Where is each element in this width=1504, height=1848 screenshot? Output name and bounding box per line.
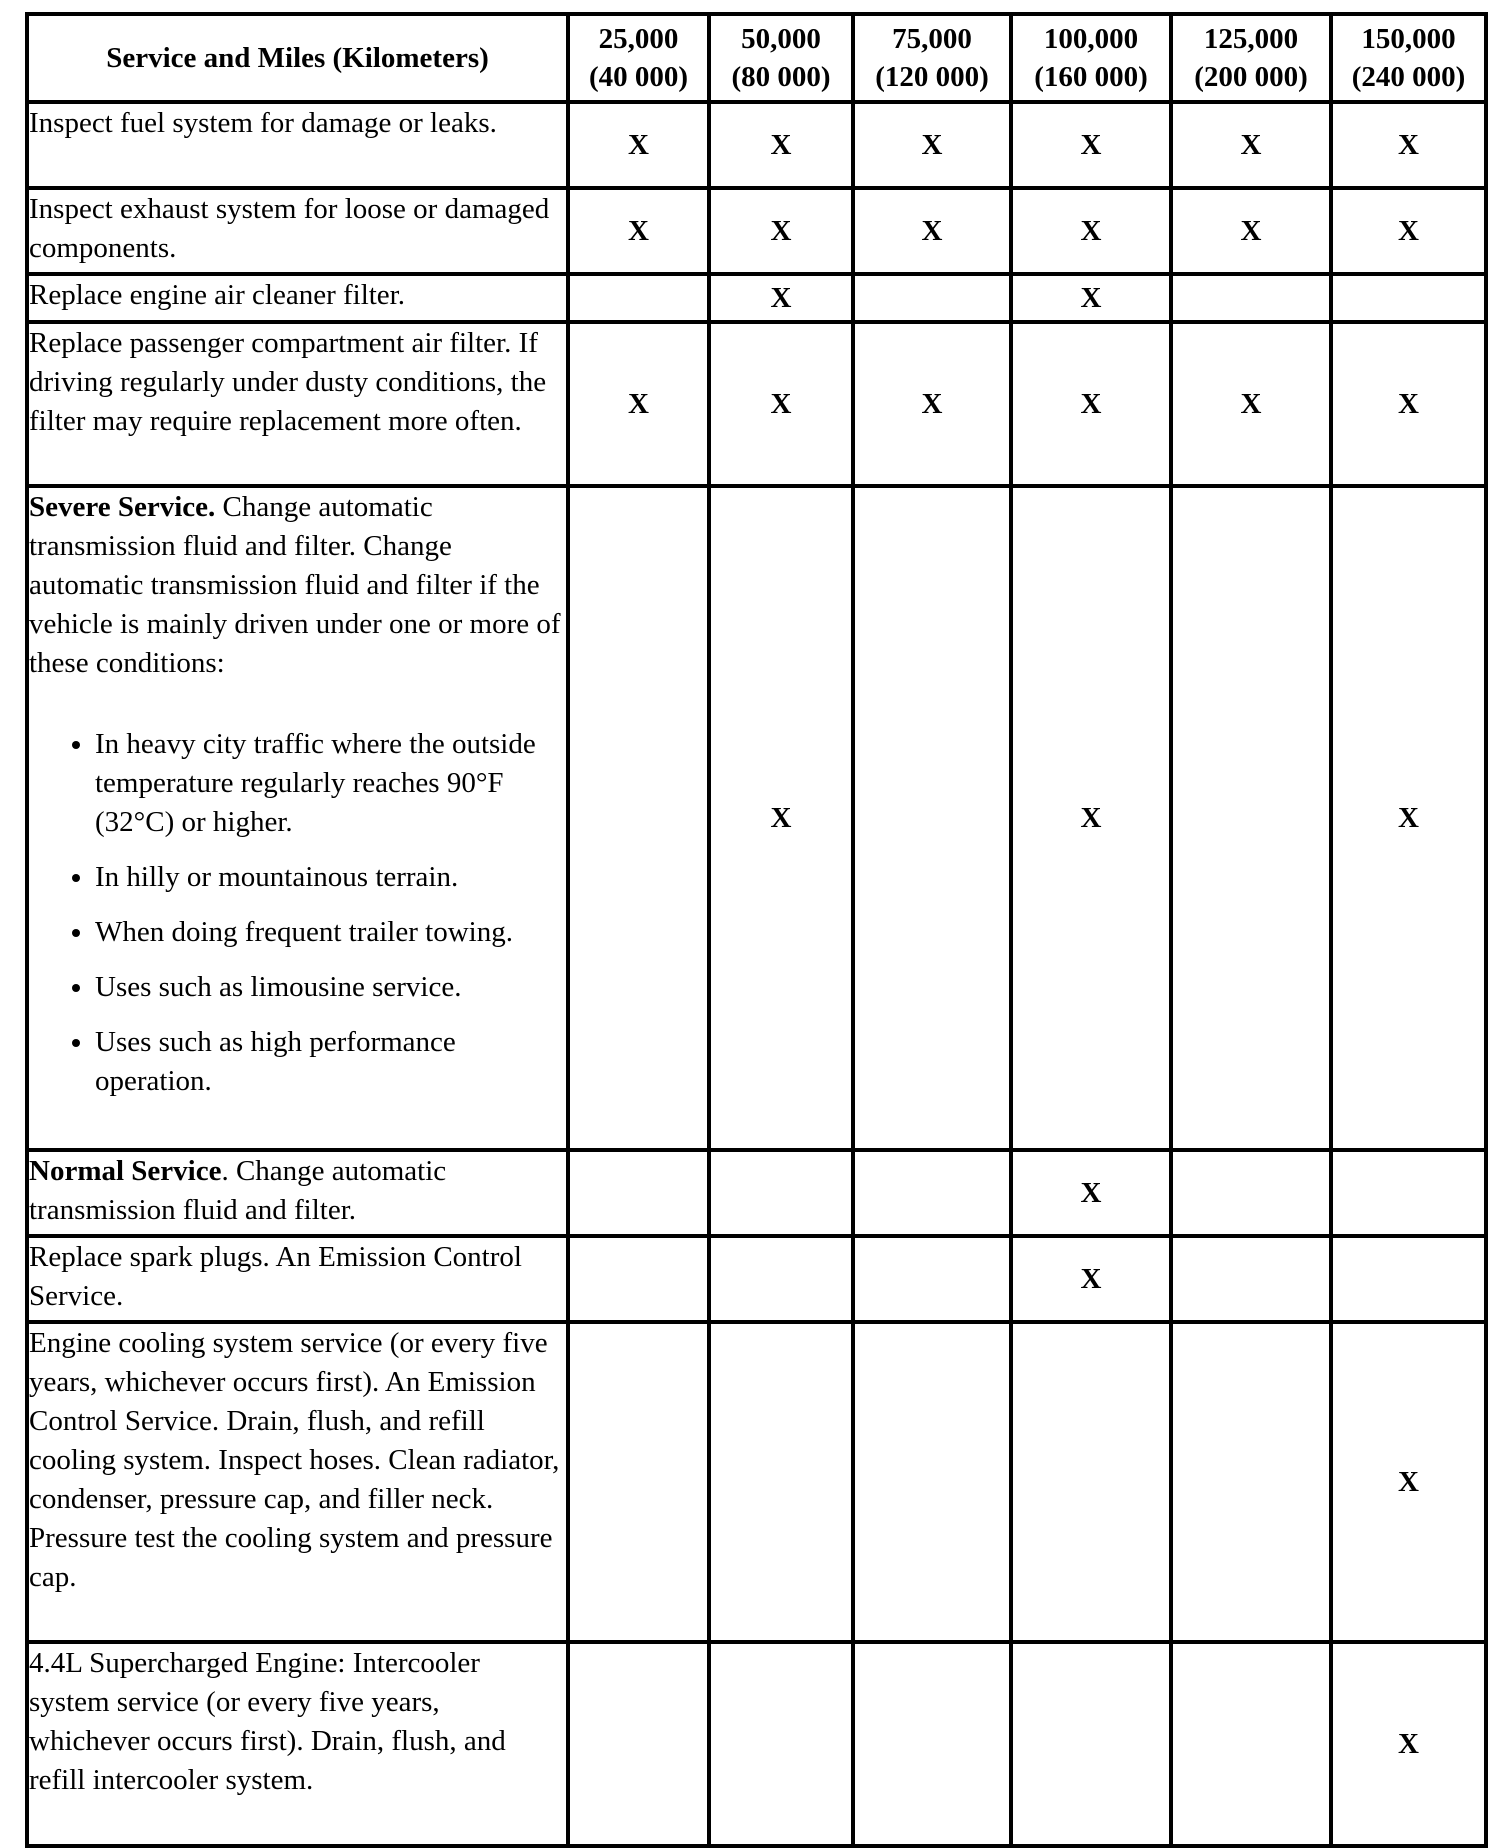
interval-mark: X xyxy=(568,102,709,188)
interval-miles: 25,000 xyxy=(598,23,679,55)
interval-mark xyxy=(1331,274,1486,322)
interval-mark: X xyxy=(1011,322,1171,486)
interval-mark xyxy=(568,1642,709,1846)
interval-km: (160 000) xyxy=(1034,61,1148,93)
table-row xyxy=(27,1642,1486,1846)
interval-mark: X xyxy=(709,102,853,188)
service-description: Replace passenger compartment air filter. If driving regularly under dusty conditions, the filter may require replacement more often. xyxy=(27,322,568,486)
normal-service-lead: Normal Service xyxy=(29,1155,222,1187)
table-row xyxy=(27,486,1486,1150)
service-description: 4.4L Supercharged Engine: Intercooler system service (or every five years, whichever occurs first). Drain, flush, and refill intercooler system. xyxy=(27,1642,568,1846)
interval-mark: X xyxy=(1331,188,1486,274)
interval-mark xyxy=(853,1322,1011,1642)
interval-miles: 125,000 xyxy=(1203,23,1299,55)
interval-header-75000 xyxy=(853,14,1011,102)
interval-mark: X xyxy=(1331,322,1486,486)
interval-miles: 75,000 xyxy=(892,23,972,55)
interval-mark: X xyxy=(568,188,709,274)
list-item: • Uses such as high performance operation. xyxy=(95,1023,566,1101)
header-row xyxy=(27,14,1486,102)
table-row xyxy=(27,188,1486,274)
interval-mark: X xyxy=(1171,322,1331,486)
interval-mark xyxy=(853,274,1011,322)
list-item: • When doing frequent trailer towing. xyxy=(95,913,566,952)
interval-header-50000 xyxy=(709,14,853,102)
service-description: Inspect fuel system for damage or leaks. xyxy=(27,102,568,188)
interval-mark xyxy=(853,1236,1011,1322)
table-row xyxy=(27,1236,1486,1322)
interval-mark: X xyxy=(709,322,853,486)
interval-mark xyxy=(709,1642,853,1846)
interval-mark xyxy=(1171,1236,1331,1322)
severe-service-text: Change automatic transmission fluid and filter. Change automatic transmission fluid and filter if the vehicle is mainly driven under one or more of these conditions: xyxy=(29,491,561,679)
interval-mark xyxy=(568,1150,709,1236)
interval-miles: 50,000 xyxy=(741,23,821,55)
normal-service-text: . Change automatic transmission fluid and filter. xyxy=(29,1155,447,1226)
list-item: • In heavy city traffic where the outside temperature regularly reaches 90°F (32°C) or higher. xyxy=(95,725,566,842)
interval-mark: X xyxy=(1331,102,1486,188)
interval-mark: X xyxy=(1011,188,1171,274)
table-row xyxy=(27,1150,1486,1236)
maintenance-schedule-table xyxy=(25,12,1488,1848)
interval-mark: X xyxy=(1011,1236,1171,1322)
service-description xyxy=(27,1150,568,1236)
table-row xyxy=(27,274,1486,322)
interval-mark: X xyxy=(853,188,1011,274)
interval-km: (120 000) xyxy=(875,61,989,93)
interval-mark xyxy=(568,1322,709,1642)
interval-mark xyxy=(1171,274,1331,322)
interval-mark xyxy=(1011,1642,1171,1846)
interval-mark: X xyxy=(1171,188,1331,274)
interval-mark: X xyxy=(1011,274,1171,322)
severe-service-lead: Severe Service. xyxy=(29,491,216,523)
interval-mark: X xyxy=(709,486,853,1150)
interval-header-150000 xyxy=(1331,14,1486,102)
interval-mark: X xyxy=(1331,486,1486,1150)
interval-mark: X xyxy=(853,102,1011,188)
interval-mark: X xyxy=(1331,1642,1486,1846)
interval-km: (240 000) xyxy=(1351,61,1466,93)
interval-mark: X xyxy=(709,188,853,274)
interval-mark: X xyxy=(853,322,1011,486)
interval-mark xyxy=(568,486,709,1150)
interval-km: (40 000) xyxy=(588,61,689,93)
interval-miles: 150,000 xyxy=(1361,23,1456,55)
list-item: • In hilly or mountainous terrain. xyxy=(95,858,566,897)
interval-km: (200 000) xyxy=(1194,61,1308,93)
interval-mark: X xyxy=(1011,1150,1171,1236)
service-column-header: Service and Miles (Kilometers) xyxy=(27,14,568,102)
interval-mark xyxy=(1011,1322,1171,1642)
interval-mark xyxy=(1331,1236,1486,1322)
interval-mark xyxy=(568,1236,709,1322)
interval-mark xyxy=(1171,1642,1331,1846)
service-description xyxy=(27,486,568,1150)
interval-mark xyxy=(709,1236,853,1322)
interval-header-100000 xyxy=(1011,14,1171,102)
interval-km: (80 000) xyxy=(731,61,831,93)
interval-mark xyxy=(1171,1322,1331,1642)
interval-mark: X xyxy=(568,322,709,486)
interval-mark: X xyxy=(1171,102,1331,188)
interval-header-25000 xyxy=(568,14,709,102)
table-row xyxy=(27,102,1486,188)
service-description: Engine cooling system service (or every five years, whichever occurs first). An Emission Control Service. Drain, flush, and refill cooling system. Inspect hoses. Clean radiator, condenser, pressure cap, and filler neck. Pressure test the cooling system and pressure cap. xyxy=(27,1322,568,1642)
interval-mark xyxy=(853,1150,1011,1236)
interval-mark: X xyxy=(1011,102,1171,188)
table-row xyxy=(27,1322,1486,1642)
interval-mark: X xyxy=(709,274,853,322)
interval-header-125000 xyxy=(1171,14,1331,102)
service-description: Replace spark plugs. An Emission Control Service. xyxy=(27,1236,568,1322)
interval-mark xyxy=(1331,1150,1486,1236)
interval-mark: X xyxy=(1011,486,1171,1150)
interval-mark xyxy=(1171,1150,1331,1236)
interval-mark xyxy=(853,486,1011,1150)
interval-mark xyxy=(853,1642,1011,1846)
interval-mark xyxy=(709,1322,853,1642)
interval-mark: X xyxy=(1331,1322,1486,1642)
interval-mark xyxy=(1171,486,1331,1150)
service-description: Inspect exhaust system for loose or damaged components. xyxy=(27,188,568,274)
table-row xyxy=(27,322,1486,486)
interval-mark xyxy=(709,1150,853,1236)
list-item: • Uses such as limousine service. xyxy=(95,968,566,1007)
service-description: Replace engine air cleaner filter. xyxy=(27,274,568,322)
interval-miles: 100,000 xyxy=(1043,23,1139,55)
interval-mark xyxy=(568,274,709,322)
severe-conditions-list xyxy=(29,725,566,1101)
